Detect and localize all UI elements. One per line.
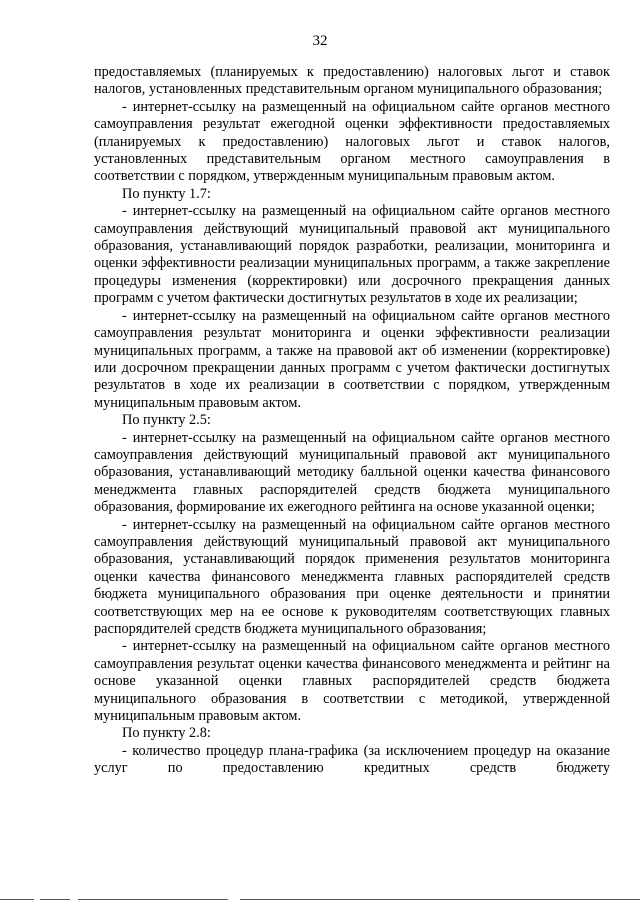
paragraph-item: - интернет-ссылку на размещенный на официальном сайте органов местного самоуправления результат оценки качества финансового менеджмента и рейтинг на основе указанной оценки главных распорядителей средств бюджета муниципального образования в соответствии с методикой, утвержденной муниципальным правовым актом.: [94, 638, 610, 725]
paragraph-item: - интернет-ссылку на размещенный на официальном сайте органов местного самоуправления действующий муниципальный правовой акт муниципального образования, устанавливающий порядок разработки, реализации, мониторинга и оценки эффективности реализации муниципальных программ, а также закрепление процедуры изменения (корректировки) или досрочного прекращения данных программ с учетом фактически достигнутых результатов в ходе их реализации;: [94, 203, 610, 307]
paragraph-item: - интернет-ссылку на размещенный на официальном сайте органов местного самоуправления действующий муниципальный правовой акт муниципального образования, устанавливающий методику балльной оценки качества финансового менеджмента главных распорядителей средств бюджета муниципального образования, формирование их ежегодного рейтинга на основе указанной оценки;: [94, 429, 610, 516]
paragraph-item: - количество процедур плана-графика (за исключением процедур на оказание услуг по предоставлению кредитных средств бюджету: [94, 742, 610, 777]
paragraph-item: - интернет-ссылку на размещенный на официальном сайте органов местного самоуправления действующий муниципальный правовой акт муниципального образования, устанавливающий порядок применения результатов мониторинга оценки качества финансового менеджмента главных распорядителей средств бюджета муниципального образования при оценке деятельности и принятии соответствующих мер на ее основе к руководителям соответствующих главных распорядителей средств бюджета муниципального образования;: [94, 516, 610, 637]
section-heading-1-7: По пункту 1.7:: [122, 185, 211, 202]
paragraph-item: - интернет-ссылку на размещенный на официальном сайте органов местного самоуправления результат мониторинга и оценки эффективности реализации муниципальных программ, а также на правовой акт об изменении (корректировке) или досрочном прекращении данных программ с учетом фактически достигнутых результатов в ходе их реализации в соответствии с порядком, утвержденным муниципальным правовым актом.: [94, 307, 610, 411]
section-heading-2-8: По пункту 2.8:: [122, 725, 211, 742]
footer-divider: [240, 899, 640, 900]
section-heading-2-5: По пункту 2.5:: [122, 412, 211, 429]
footer-divider: [40, 899, 70, 900]
footer-divider: [0, 899, 34, 900]
footer-divider: [78, 899, 228, 900]
document-body: [94, 64, 610, 778]
paragraph-item: - интернет-ссылку на размещенный на официальном сайте органов местного самоуправления результат ежегодной оценки эффективности предоставляемых (планируемых к предоставлению) налоговых льгот и ставок налогов, установленных представительным органом местного самоуправления в соответствии с порядком, утвержденным муниципальным правовым актом.: [94, 98, 610, 185]
page-number: 32: [312, 33, 328, 49]
paragraph-continuation: предоставляемых (планируемых к предоставлению) налоговых льгот и ставок налогов, установленных представительным органом муниципального образования;: [94, 64, 610, 98]
